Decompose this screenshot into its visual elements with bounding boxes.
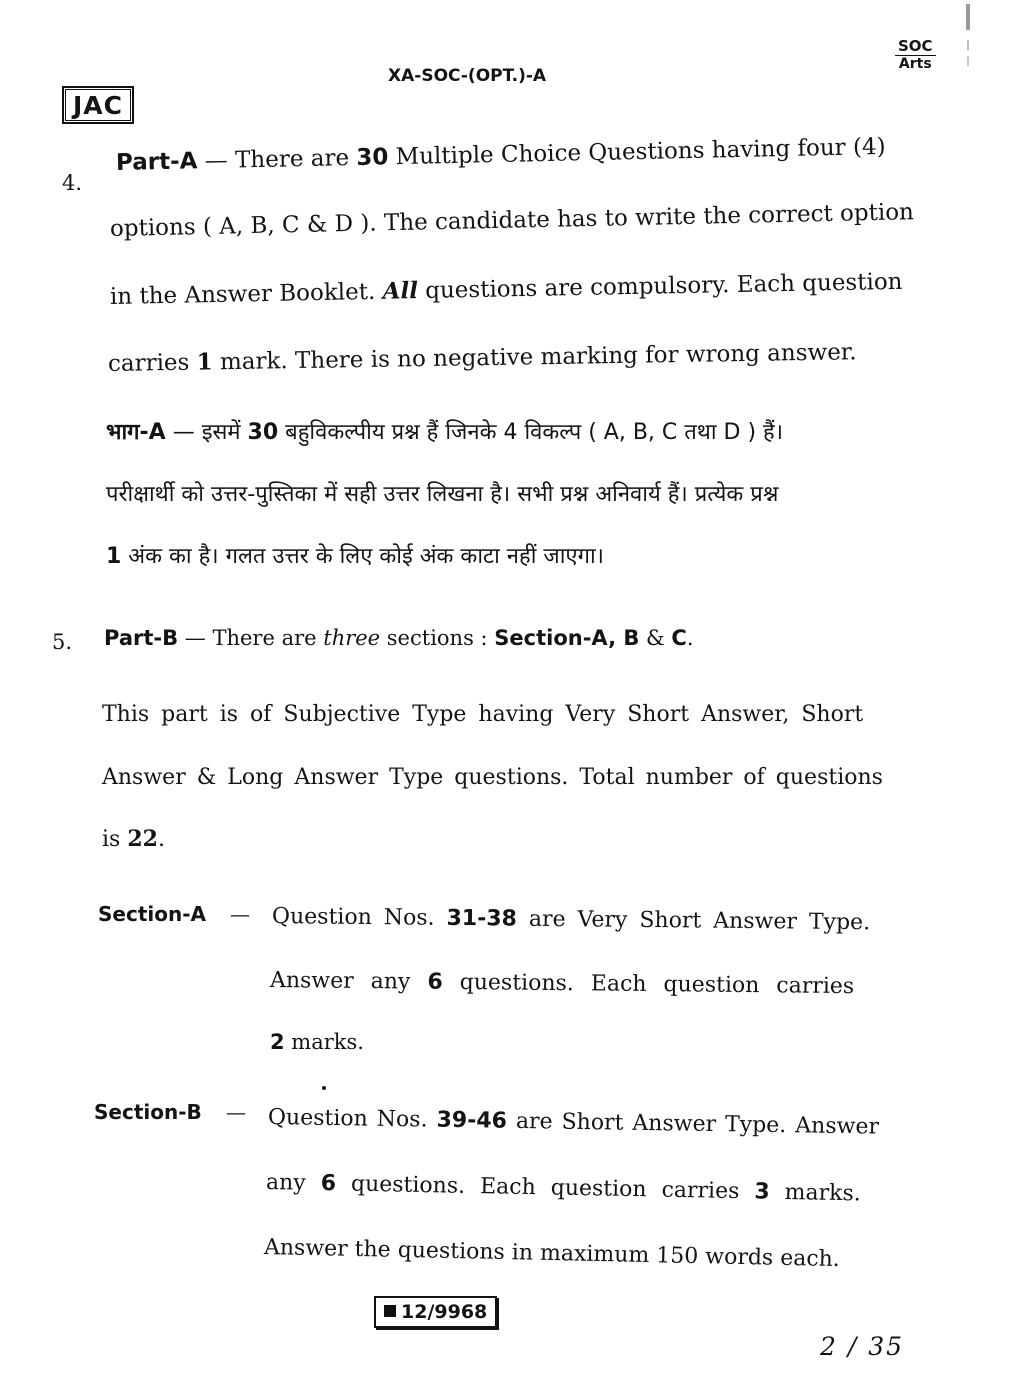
text: mark. There is no negative marking for wrong answer. xyxy=(212,339,857,376)
item-4-hi-line-3 xyxy=(106,540,604,570)
count-30: 30 xyxy=(356,144,389,171)
item-4-en-line-4 xyxy=(108,338,857,377)
text: Multiple Choice Questions having four (4) xyxy=(388,133,886,171)
text: are Very Short Answer Type. xyxy=(516,906,871,936)
text: questions. Each question carries xyxy=(442,969,855,1000)
item-4-hi-line-2: परीक्षार्थी को उत्तर-पुस्तिका में सही उत्तर लिखना है। सभी प्रश्न अनिवार्य हैं। प्रत्येक प्रश्न xyxy=(106,482,779,507)
page-number: 2 / 35 xyxy=(820,1332,905,1361)
question-range: 31-38 xyxy=(446,905,518,932)
question-count: 6 xyxy=(320,1171,337,1197)
paper-code: XA-SOC-(OPT.)-A xyxy=(388,66,547,86)
item-5-para-line-1: This part is of Subjective Type having Very Short Answer, Short xyxy=(102,702,864,727)
scan-edge-mark xyxy=(964,0,972,72)
text: — इसमें xyxy=(165,420,248,445)
mark-1: 1 xyxy=(106,544,122,569)
booklet-token xyxy=(374,1296,497,1328)
text: & xyxy=(639,626,672,650)
subject-stream: Arts xyxy=(898,56,932,72)
item-5-number: 5. xyxy=(52,630,73,654)
text: is xyxy=(102,827,128,852)
text: बहुविकल्पीय प्रश्न हैं जिनके 4 विकल्प ( A, B, C तथा D ) हैं। xyxy=(278,420,784,445)
text: Question Nos. xyxy=(271,904,447,931)
text: अंक का है। गलत उत्तर के लिए कोई अंक काटा नहीं जाएगा। xyxy=(121,544,605,569)
part-b-label: Part-B xyxy=(104,626,179,650)
text: marks. xyxy=(284,1030,364,1054)
section-c: C xyxy=(671,626,687,650)
section-a-dash: — xyxy=(230,902,250,926)
bhag-a-label: भाग-A xyxy=(106,420,166,445)
section-a-line-3 xyxy=(270,1030,364,1054)
mark-1: 1 xyxy=(196,348,213,376)
item-4-en-line-3 xyxy=(110,268,903,310)
text: carries xyxy=(107,349,197,377)
question-range: 39-46 xyxy=(436,1107,508,1134)
question-count: 6 xyxy=(427,969,443,995)
section-b-line-3: Answer the questions in maximum 150 words each. xyxy=(263,1235,841,1273)
item-5-para-line-3 xyxy=(102,826,165,852)
text: questions are compulsory. Each question xyxy=(417,268,903,305)
section-b-line-1 xyxy=(268,1105,879,1140)
item-5-para-line-2: Answer & Long Answer Type questions. Total number of questions xyxy=(102,765,883,790)
subject-box xyxy=(895,38,936,73)
section-a-line-2 xyxy=(270,968,854,999)
section-a-line-1 xyxy=(272,904,870,935)
text: — There are xyxy=(178,626,324,650)
text: sections : xyxy=(380,626,495,650)
subject-code: SOC xyxy=(895,38,936,56)
item-4-number: 4. xyxy=(62,171,83,195)
text: Question Nos. xyxy=(267,1105,437,1133)
text: in the Answer Booklet. xyxy=(109,278,383,310)
text: are Short Answer Type. Answer xyxy=(506,1108,880,1140)
item-4-en-line-1 xyxy=(116,134,886,176)
total-22: 22 xyxy=(127,826,158,852)
part-a-label: Part-A xyxy=(115,148,198,176)
section-b-dash: — xyxy=(226,1100,246,1124)
text: . xyxy=(157,827,165,852)
emphasis-all: All xyxy=(382,277,419,305)
text: questions. Each question carries xyxy=(335,1171,755,1205)
square-icon xyxy=(384,1305,396,1317)
jac-logo: JAC xyxy=(62,86,134,124)
item-4-en-line-2: options ( A, B, C & D ). The candidate has to write the correct option xyxy=(109,199,915,242)
token-number: 12/9968 xyxy=(401,1301,488,1323)
emphasis-three: three xyxy=(323,626,381,650)
marks-value: 2 xyxy=(270,1030,285,1054)
speck xyxy=(322,1086,326,1090)
text: Answer any xyxy=(269,968,428,995)
count-30: 30 xyxy=(247,420,279,445)
text: — There are xyxy=(197,144,357,175)
text: any xyxy=(265,1170,321,1197)
item-5-line-1 xyxy=(104,626,694,650)
text: . xyxy=(686,626,694,650)
section-list: Section-A, B xyxy=(494,626,640,650)
section-a-label: Section-A xyxy=(98,902,206,926)
item-4-hi-line-1 xyxy=(106,416,783,446)
section-b-line-2 xyxy=(266,1170,861,1206)
text: marks. xyxy=(769,1179,862,1207)
marks-value: 3 xyxy=(754,1179,770,1205)
section-b-label: Section-B xyxy=(94,1100,202,1124)
